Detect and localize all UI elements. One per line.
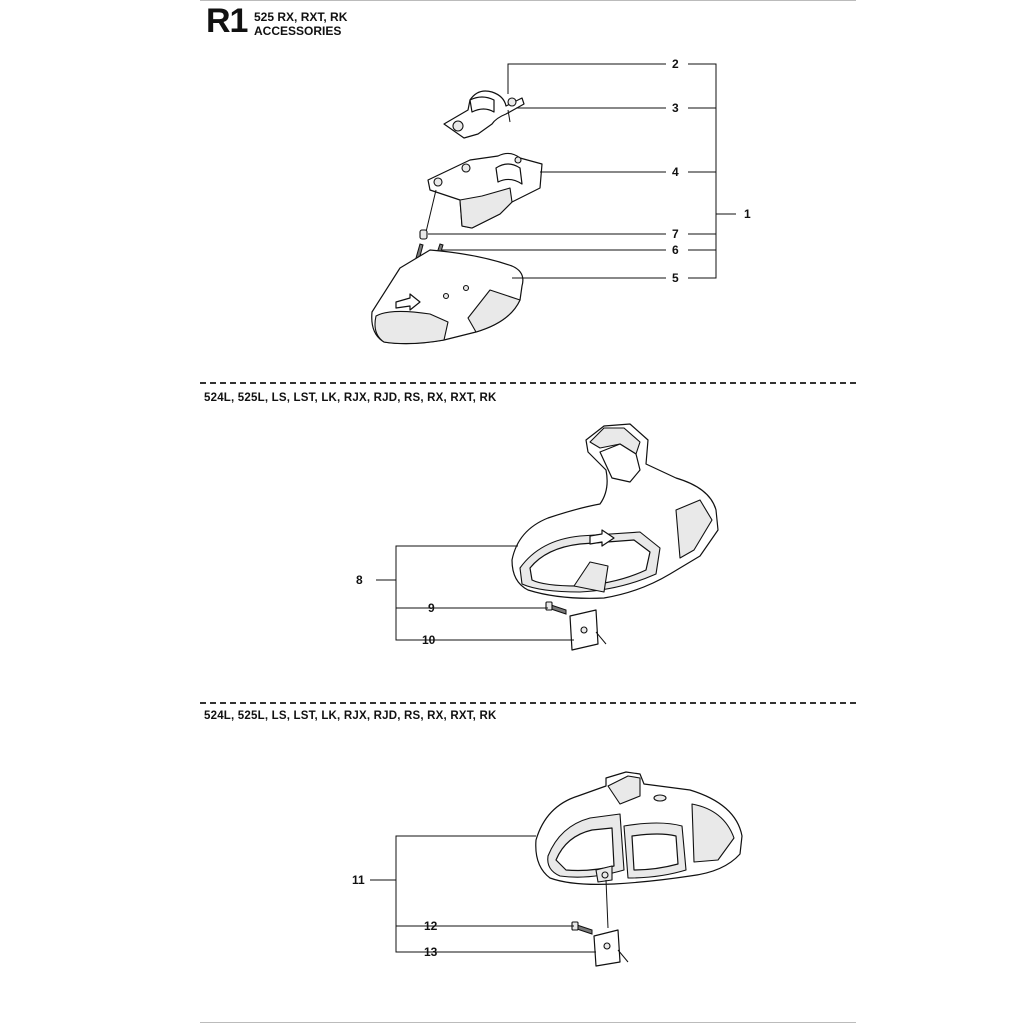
holder-part [426,153,542,232]
callout-1: 1 [744,207,751,221]
callout-3: 3 [672,101,679,115]
section-3-drawing [352,772,742,966]
blade-guard-screw-part [572,922,592,934]
blade-guard-part [536,772,742,928]
section-2-models-label: 524L, 525L, LS, LST, LK, RJX, RJD, RS, RX, RXT, RK [204,392,497,404]
page-code: R1 [206,2,248,40]
callout-9: 9 [428,601,435,615]
section-1-callouts [672,57,751,285]
section-1-drawing [372,57,751,344]
blade-guard-plate-part [594,930,628,966]
models-heading: 525 RX, RXT, RK [254,10,348,24]
section-3-callouts [352,873,438,959]
blade-screw-part [546,602,566,614]
callout-6: 6 [672,243,679,257]
callout-13: 13 [424,945,438,959]
callout-11: 11 [352,873,365,887]
callout-12: 12 [424,919,438,933]
clamp-part [444,91,524,138]
section-3-models-label: 524L, 525L, LS, LST, LK, RJX, RJD, RS, RX, RXT, RK [204,710,497,722]
callout-10: 10 [422,633,436,647]
callout-4: 4 [672,165,679,179]
callout-8: 8 [356,573,363,587]
guard-part-small [372,250,523,344]
section-2-drawing [356,424,718,650]
callout-2: 2 [672,57,679,71]
trimmer-guard-part [512,424,718,598]
page-title: ACCESSORIES [254,24,342,38]
callout-5: 5 [672,271,679,285]
callout-7: 7 [672,227,679,241]
blade-plate-part [570,610,606,650]
